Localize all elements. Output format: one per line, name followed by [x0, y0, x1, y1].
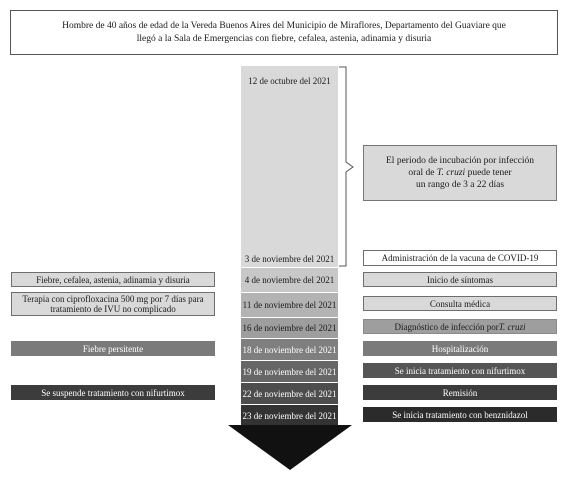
case-summary-line-2: llegó a la Sala de Emergencias con fiebre, cefalea, astenia, adinamia y disuria [136, 33, 432, 44]
event-symptom-onset [363, 272, 557, 287]
event-nifurtimox-suspended [11, 385, 215, 400]
date-label: 16 de noviembre del 2021 [242, 323, 337, 333]
incubation-note [363, 145, 557, 201]
case-summary-box [10, 10, 558, 55]
date-label: 4 de noviembre del 2021 [244, 275, 335, 285]
event-nifurtimox-start [363, 363, 557, 378]
event-label-italic: T. cruzi [498, 321, 526, 332]
timeline-date-nov11 [241, 292, 338, 317]
event-benznidazol-start [363, 407, 557, 422]
note-line-2b: puede tener [465, 168, 512, 178]
event-label: Diagnóstico de infección por [394, 321, 499, 332]
date-label: 22 de noviembre del 2021 [242, 388, 337, 399]
event-label: Se inicia tratamiento con benznidazol [392, 409, 528, 420]
timeline-date-oct12 [241, 66, 338, 159]
event-label: Fiebre, cefalea, astenia, adinamia y disuria [36, 274, 190, 285]
date-label: 19 de noviembre del 2021 [242, 366, 337, 377]
timeline-arrow-head [228, 425, 352, 471]
event-label: Hospitalización [431, 343, 489, 354]
event-persistent-fever [11, 341, 215, 356]
event-covid-vaccine [363, 250, 557, 266]
event-label-line-1: Terapia con ciprofloxacina 500 mg por 7 días para [22, 294, 204, 304]
timeline-date-nov18 [241, 338, 338, 360]
timeline-date-nov4 [241, 267, 338, 292]
timeline-date-nov16 [241, 317, 338, 338]
timeline-date-nov3 [241, 159, 338, 267]
event-label: Remisión [442, 387, 478, 398]
event-label: Inicio de síntomas [427, 274, 493, 285]
event-label: Se inicia tratamiento con nifurtimox [394, 365, 526, 376]
case-summary-line-1: Hombre de 40 años de edad de la Vereda Buenos Aires del Municipio de Miraflores, Departamento del Guaviare que [62, 20, 506, 31]
timeline-date-nov19 [241, 360, 338, 382]
date-label: 3 de noviembre del 2021 [244, 254, 335, 264]
event-hospitalization [363, 341, 557, 356]
date-label: 23 de noviembre del 2021 [242, 410, 337, 421]
incubation-brace [338, 66, 358, 268]
timeline-date-nov23 [241, 404, 338, 426]
date-label: 12 de octubre del 2021 [248, 76, 331, 86]
event-diagnosis [363, 319, 557, 334]
timeline-date-nov22 [241, 382, 338, 404]
event-label: Administración de la vacuna de COVID-19 [381, 253, 539, 263]
event-label: Fiebre persitente [82, 343, 144, 354]
event-medical-consultation [363, 296, 557, 311]
note-line-1: El periodo de incubación por infección [386, 156, 534, 166]
note-line-2a: oral de [408, 168, 437, 178]
note-line-3: un rango de 3 a 22 días [415, 180, 505, 190]
date-label: 11 de noviembre del 2021 [242, 300, 337, 310]
event-symptoms-list [11, 272, 215, 287]
date-label: 18 de noviembre del 2021 [242, 344, 337, 355]
event-remission [363, 385, 557, 400]
event-label-line-2: tratamiento de IVU no complicado [50, 304, 176, 314]
note-line-2-italic: T. cruzi [436, 168, 466, 178]
event-label: Se suspende tratamiento con nifurtimox [41, 387, 185, 398]
event-ciprofloxacin-therapy [11, 292, 215, 316]
event-label: Consulta médica [429, 298, 491, 309]
